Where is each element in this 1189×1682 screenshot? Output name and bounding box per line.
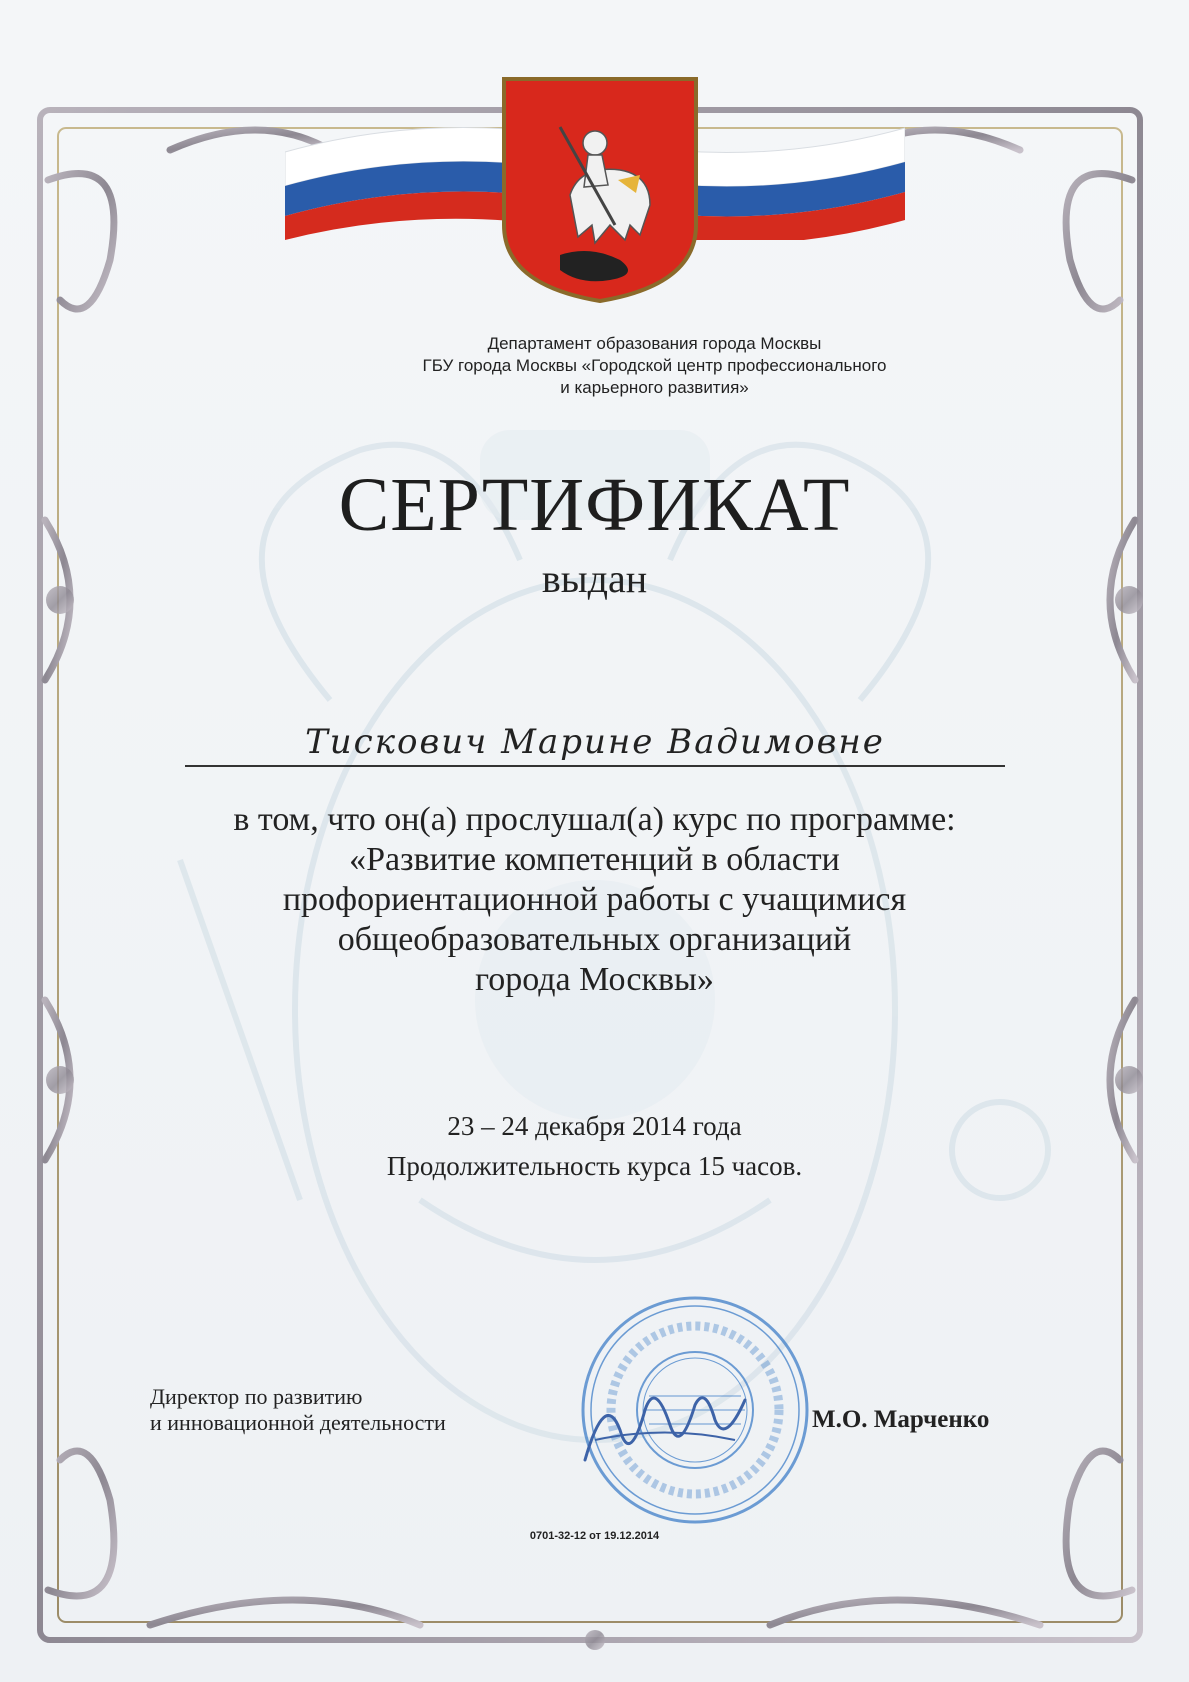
course-duration: Продолжительность курса 15 часов. [386, 1151, 803, 1181]
issued-label: выдан [541, 556, 648, 601]
recipient-name: Тискович Марине Вадимовне [305, 722, 885, 762]
signatory-title [150, 1384, 446, 1436]
document-number: 0701-32-12 от 19.12.2014 [529, 1530, 660, 1542]
body-line-2: «Развитие компетенций в области [349, 841, 840, 878]
body-line-4: общеобразовательных организаций [337, 921, 852, 958]
recipient-underline [185, 765, 1005, 767]
signatory-name: М.О. Марченко [812, 1406, 990, 1433]
body-line-5: города Москвы» [475, 961, 714, 998]
course-description [0, 800, 1189, 1000]
moscow-coat-of-arms-icon [500, 75, 700, 305]
organization-line-1: Департамент образования города Москвы [487, 334, 822, 353]
handwritten-signature [575, 1370, 755, 1480]
body-line-1: в том, что он(а) прослушал(а) курс по программе: [233, 801, 956, 838]
organization-line-2: ГБУ города Москвы «Городской центр профессионального [422, 356, 887, 375]
course-dates: 23 – 24 декабря 2014 года [447, 1111, 742, 1141]
certificate-title: СЕРТИФИКАТ [338, 463, 851, 547]
organization-line-3: и карьерного развития» [560, 378, 749, 397]
body-line-3: профориентационной работы с учащимися [282, 881, 907, 918]
signatory-title-line-2: и инновационной деятельности [150, 1410, 446, 1435]
signatory-title-line-1: Директор по развитию [150, 1384, 363, 1409]
